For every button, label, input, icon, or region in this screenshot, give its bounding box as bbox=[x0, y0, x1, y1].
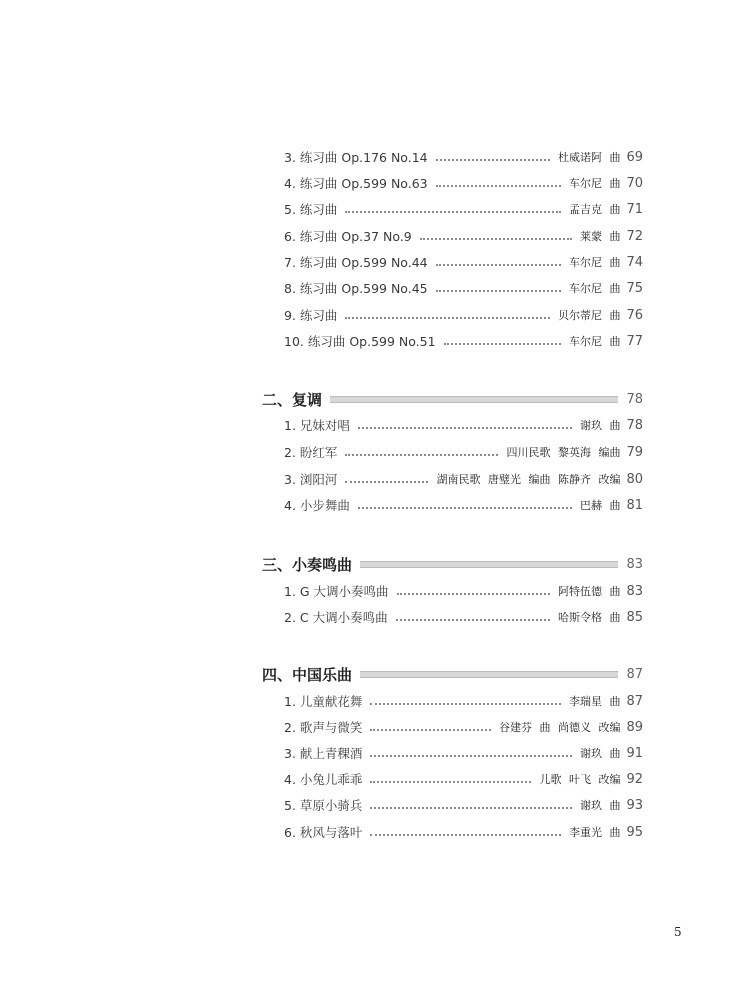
entry-page: 75 bbox=[626, 280, 643, 296]
toc-entry[interactable] bbox=[284, 414, 643, 436]
entry-credit: 阿特伍德 曲 bbox=[557, 585, 621, 598]
entry-credit: 湖南民歌 唐璧光 编曲 陈静齐 改编 bbox=[436, 473, 621, 486]
dot-leader bbox=[370, 806, 572, 809]
toc-entry[interactable] bbox=[284, 794, 643, 816]
entry-page: 83 bbox=[626, 583, 643, 599]
dot-leader bbox=[345, 316, 550, 319]
entry-page: 72 bbox=[626, 228, 643, 244]
entry-title: 3. 浏阳河 bbox=[284, 472, 338, 487]
entry-title: 5. 草原小骑兵 bbox=[284, 798, 363, 813]
entry-title: 6. 秋风与落叶 bbox=[284, 825, 363, 840]
toc-entry[interactable] bbox=[284, 441, 643, 463]
entry-page: 92 bbox=[626, 771, 643, 787]
entry-page: 80 bbox=[626, 471, 643, 487]
dot-leader bbox=[436, 263, 561, 266]
toc-entry[interactable] bbox=[284, 468, 643, 490]
toc-entry[interactable] bbox=[284, 225, 643, 247]
entry-title: 7. 练习曲 Op.599 No.44 bbox=[284, 255, 428, 270]
entry-page: 91 bbox=[626, 745, 643, 761]
entry-title: 2. 歌声与微笑 bbox=[284, 720, 363, 735]
dot-leader bbox=[370, 702, 561, 705]
entry-credit: 莱蒙 曲 bbox=[579, 230, 621, 243]
section-rule bbox=[360, 561, 618, 568]
entry-title: 4. 小步舞曲 bbox=[284, 498, 350, 513]
entry-credit: 车尔尼 曲 bbox=[568, 335, 621, 348]
entry-credit: 车尔尼 曲 bbox=[568, 177, 621, 190]
toc-entry[interactable] bbox=[284, 172, 643, 194]
entry-page: 70 bbox=[626, 175, 643, 191]
entry-credit: 谷建芬 曲 尚德义 改编 bbox=[498, 721, 621, 734]
toc-entry[interactable] bbox=[284, 146, 643, 168]
entry-page: 89 bbox=[626, 719, 643, 735]
dot-leader bbox=[397, 592, 550, 595]
toc-entry[interactable] bbox=[284, 580, 643, 602]
entry-title: 9. 练习曲 bbox=[284, 308, 338, 323]
entry-credit: 孟吉克 曲 bbox=[568, 203, 621, 216]
toc-entry[interactable] bbox=[284, 251, 643, 273]
section-heading[interactable] bbox=[262, 661, 643, 687]
entry-title: 2. 盼红军 bbox=[284, 445, 338, 460]
toc-entry[interactable] bbox=[284, 821, 643, 843]
dot-leader bbox=[370, 833, 561, 836]
entry-page: 71 bbox=[626, 201, 643, 217]
dot-leader bbox=[420, 237, 572, 240]
entry-credit: 车尔尼 曲 bbox=[568, 256, 621, 269]
entry-title: 3. 献上青稞酒 bbox=[284, 746, 363, 761]
entry-page: 79 bbox=[626, 444, 643, 460]
toc-entry[interactable] bbox=[284, 606, 643, 628]
dot-leader bbox=[345, 480, 428, 483]
toc-entry[interactable] bbox=[284, 330, 643, 352]
section-heading[interactable] bbox=[262, 551, 643, 577]
entry-title: 1. 儿童献花舞 bbox=[284, 694, 363, 709]
entry-credit: 巴赫 曲 bbox=[579, 499, 621, 512]
entry-credit: 谢玖 曲 bbox=[579, 419, 621, 432]
dot-leader bbox=[444, 342, 561, 345]
toc-entry[interactable] bbox=[284, 198, 643, 220]
entry-page: 93 bbox=[626, 797, 643, 813]
entry-title: 4. 小兔儿乖乖 bbox=[284, 772, 363, 787]
dot-leader bbox=[436, 158, 550, 161]
dot-leader bbox=[436, 184, 561, 187]
entry-page: 85 bbox=[626, 609, 643, 625]
entry-page: 74 bbox=[626, 254, 643, 270]
section-page: 87 bbox=[626, 666, 643, 682]
entry-credit: 哈斯令格 曲 bbox=[557, 611, 621, 624]
dot-leader bbox=[396, 618, 550, 621]
toc-entry[interactable] bbox=[284, 716, 643, 738]
entry-title: 2. C 大调小奏鸣曲 bbox=[284, 610, 388, 625]
entry-title: 3. 练习曲 Op.176 No.14 bbox=[284, 150, 428, 165]
page-number: 5 bbox=[674, 925, 682, 939]
section-page: 83 bbox=[626, 556, 643, 572]
entry-credit: 车尔尼 曲 bbox=[568, 282, 621, 295]
section-title: 三、小奏鸣曲 bbox=[262, 555, 353, 574]
entry-credit: 谢玖 曲 bbox=[579, 747, 621, 760]
section-title: 二、复调 bbox=[262, 390, 323, 409]
entry-title: 6. 练习曲 Op.37 No.9 bbox=[284, 229, 412, 244]
entry-credit: 谢玖 曲 bbox=[579, 799, 621, 812]
entry-page: 78 bbox=[626, 417, 643, 433]
toc-entry[interactable] bbox=[284, 768, 643, 790]
entry-credit: 贝尔蒂尼 曲 bbox=[557, 309, 621, 322]
toc-entry[interactable] bbox=[284, 742, 643, 764]
section-page: 78 bbox=[626, 391, 643, 407]
dot-leader bbox=[345, 453, 498, 456]
toc-entry[interactable] bbox=[284, 690, 643, 712]
toc-entry[interactable] bbox=[284, 277, 643, 299]
entry-title: 1. G 大调小奏鸣曲 bbox=[284, 584, 389, 599]
dot-leader bbox=[370, 728, 491, 731]
dot-leader bbox=[436, 289, 561, 292]
entry-credit: 李瑞星 曲 bbox=[568, 695, 621, 708]
dot-leader bbox=[358, 426, 572, 429]
entry-page: 77 bbox=[626, 333, 643, 349]
dot-leader bbox=[370, 780, 531, 783]
dot-leader bbox=[358, 506, 572, 509]
section-heading[interactable] bbox=[262, 386, 643, 412]
dot-leader bbox=[345, 210, 561, 213]
dot-leader bbox=[370, 754, 572, 757]
entry-title: 5. 练习曲 bbox=[284, 202, 338, 217]
entry-credit: 四川民歌 黎英海 编曲 bbox=[506, 446, 621, 459]
section-rule bbox=[330, 396, 618, 403]
entry-page: 95 bbox=[626, 824, 643, 840]
entry-credit: 杜威诺阿 曲 bbox=[557, 151, 621, 164]
section-rule bbox=[360, 671, 618, 678]
entry-credit: 儿歌 叶飞 改编 bbox=[539, 773, 621, 786]
entry-page: 69 bbox=[626, 149, 643, 165]
entry-credit: 李重光 曲 bbox=[568, 826, 621, 839]
toc-entry[interactable] bbox=[284, 494, 643, 516]
entry-title: 1. 兄妹对唱 bbox=[284, 418, 350, 433]
section-title: 四、中国乐曲 bbox=[262, 665, 353, 684]
entry-title: 4. 练习曲 Op.599 No.63 bbox=[284, 176, 428, 191]
toc-entry[interactable] bbox=[284, 304, 643, 326]
entry-title: 8. 练习曲 Op.599 No.45 bbox=[284, 281, 428, 296]
entry-page: 81 bbox=[626, 497, 643, 513]
entry-page: 76 bbox=[626, 307, 643, 323]
entry-page: 87 bbox=[626, 693, 643, 709]
entry-title: 10. 练习曲 Op.599 No.51 bbox=[284, 334, 436, 349]
